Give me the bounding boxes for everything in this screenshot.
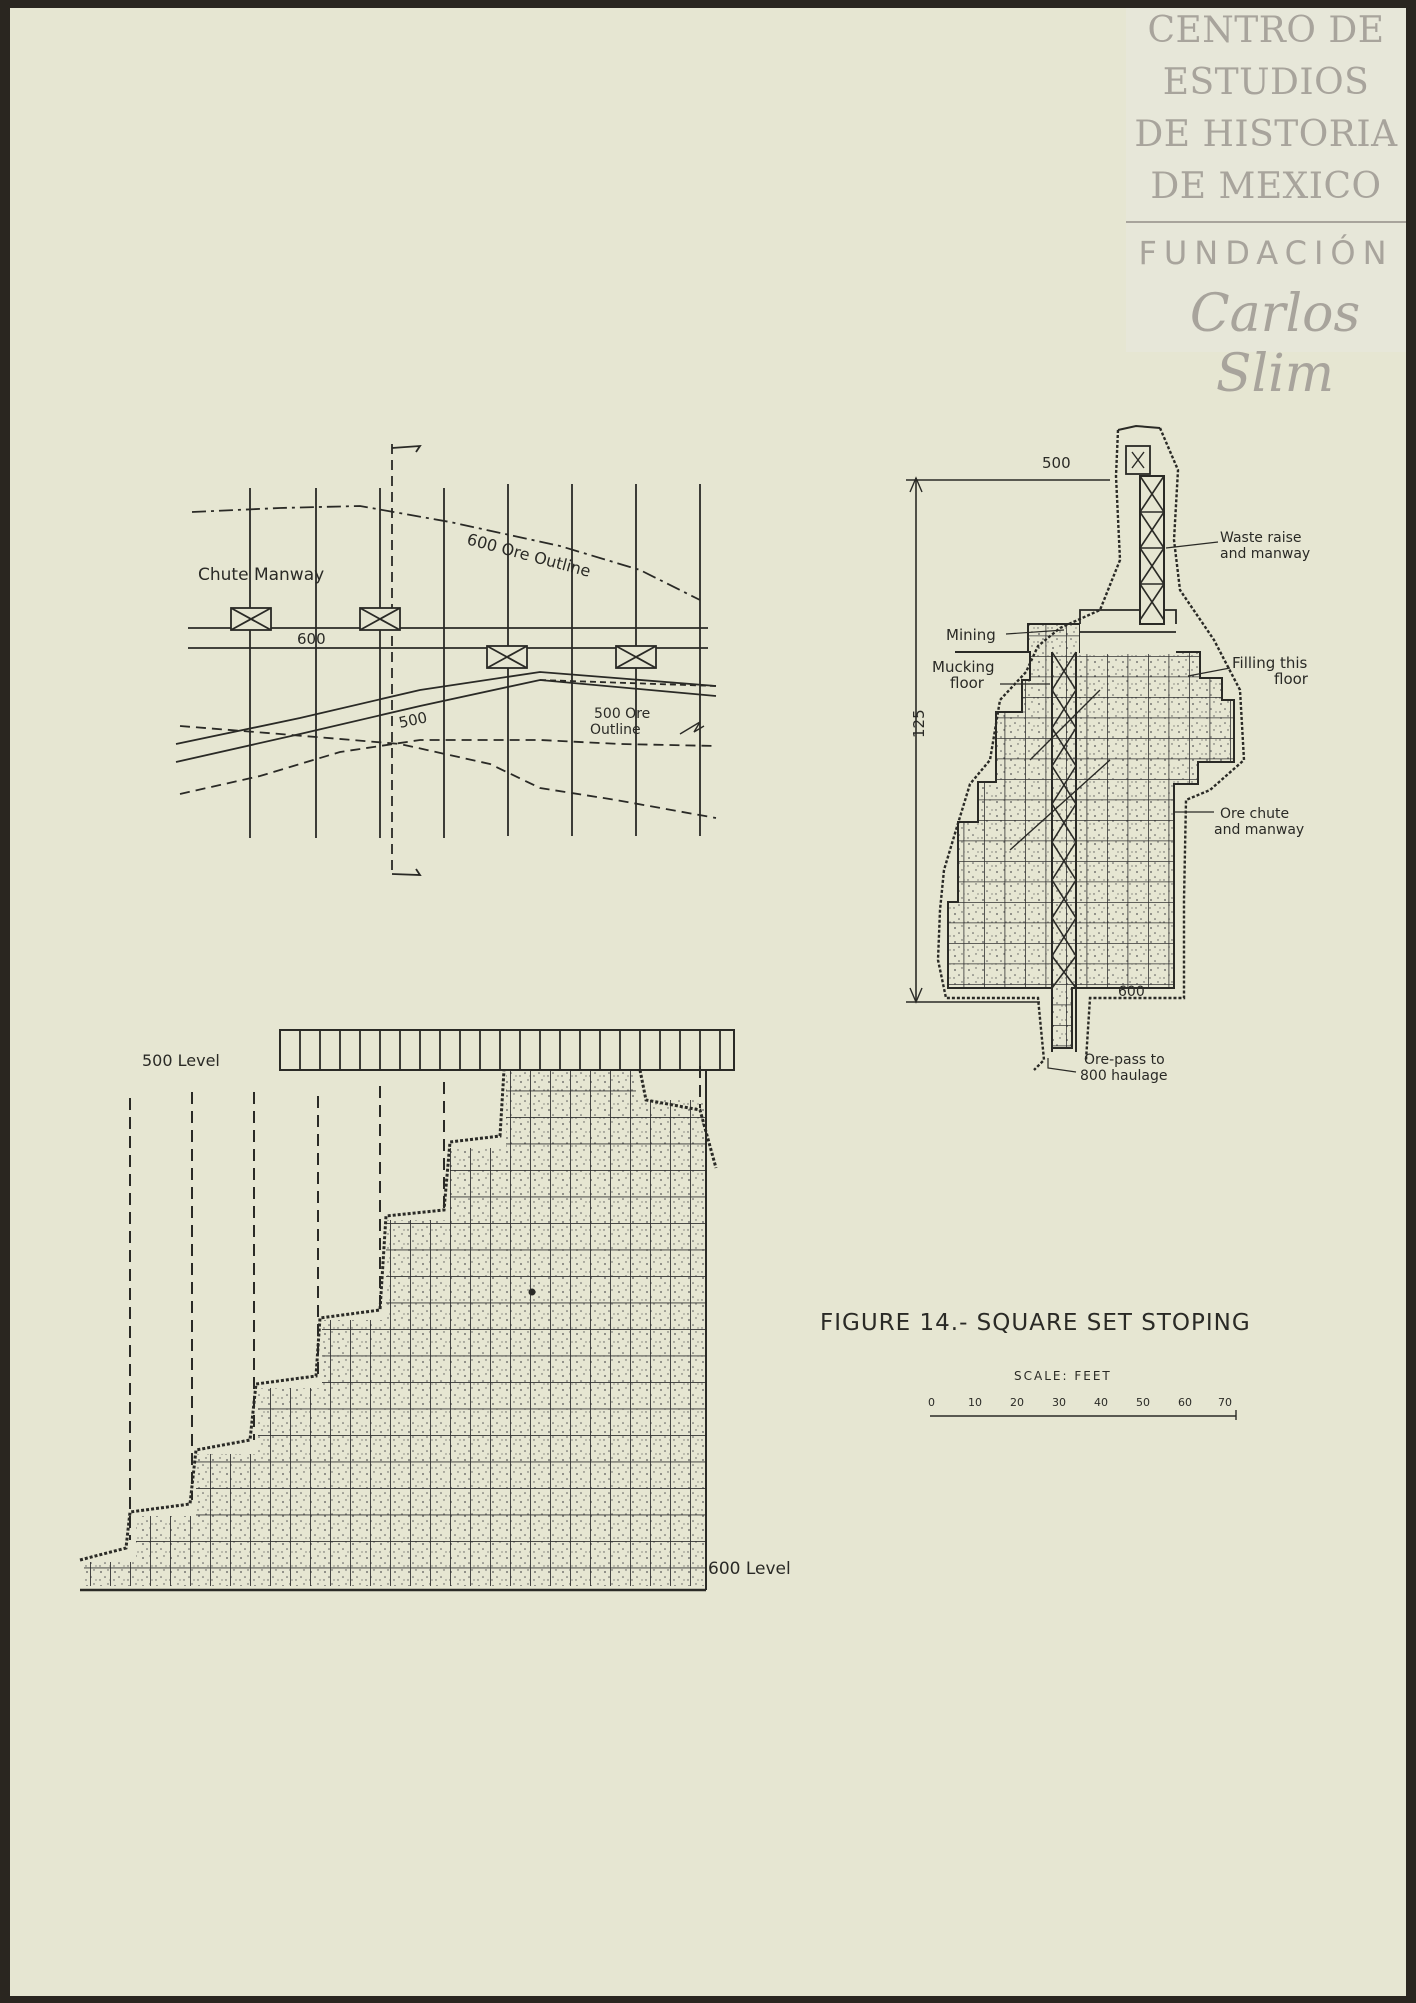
waste-raise-label-2: and manway bbox=[1220, 546, 1311, 562]
ore-pass-label-2: 800 haulage bbox=[1080, 1068, 1168, 1084]
height-dimension-label: 125 bbox=[910, 709, 928, 738]
watermark-signature: Carlos Slim bbox=[1189, 284, 1361, 404]
figure-caption: FIGURE 14.- SQUARE SET STOPING bbox=[820, 1310, 1251, 1336]
elevation-500-level-label: 500 Level bbox=[142, 1051, 220, 1070]
scale-bar bbox=[928, 1396, 1236, 1420]
elevation-view bbox=[80, 1030, 734, 1590]
ore-outline-500-label-2: Outline bbox=[590, 722, 641, 738]
scale-tick: 10 bbox=[968, 1396, 982, 1409]
section-500-label: 500 bbox=[1042, 454, 1071, 472]
ore-pass-label: Ore-pass to bbox=[1084, 1052, 1165, 1068]
plan-600-label: 600 bbox=[297, 630, 326, 648]
scale-tick: 30 bbox=[1052, 1396, 1066, 1409]
cross-section bbox=[906, 426, 1244, 1072]
ore-outline-500-label: 500 Ore bbox=[594, 706, 651, 722]
mining-label: Mining bbox=[946, 626, 996, 644]
chute-manway-box bbox=[231, 608, 271, 630]
section-600-label: 600 bbox=[1118, 984, 1145, 1000]
chute-manway-box bbox=[616, 646, 656, 668]
plan-view bbox=[176, 444, 716, 876]
watermark-line: CENTRO DE bbox=[1147, 10, 1385, 51]
mucking-floor-label: Mucking bbox=[932, 658, 995, 676]
waste-raise-label: Waste raise bbox=[1220, 530, 1302, 546]
watermark-foundation: FUNDACIÓN bbox=[1138, 234, 1394, 272]
watermark-line: DE MEXICO bbox=[1150, 166, 1382, 207]
filling-floor-label: Filling this bbox=[1232, 654, 1308, 672]
ore-outline-600-label: 600 Ore Outline bbox=[464, 529, 593, 581]
plan-500-label: 500 bbox=[397, 708, 429, 732]
scale-tick: 40 bbox=[1094, 1396, 1108, 1409]
watermark-line: DE HISTORIA bbox=[1134, 114, 1398, 155]
filling-floor-label-2: floor bbox=[1274, 670, 1308, 688]
mucking-floor-label-2: floor bbox=[950, 674, 984, 692]
chute-manway-label: Chute Manway bbox=[198, 565, 325, 585]
scale-tick: 0 bbox=[928, 1396, 935, 1409]
scale-tick: 20 bbox=[1010, 1396, 1024, 1409]
ore-chute-label: Ore chute bbox=[1220, 806, 1290, 822]
elevation-600-level-label: 600 Level bbox=[708, 1559, 791, 1579]
scale-tick: 60 bbox=[1178, 1396, 1192, 1409]
ore-chute-label-2: and manway bbox=[1214, 822, 1305, 838]
watermark-line: ESTUDIOS bbox=[1162, 62, 1370, 103]
scale-tick: 50 bbox=[1136, 1396, 1150, 1409]
scale-title: SCALE: FEET bbox=[1014, 1369, 1112, 1383]
plan-labels bbox=[198, 530, 650, 738]
chute-manway-box bbox=[487, 646, 527, 668]
scale-tick: 70 bbox=[1218, 1396, 1232, 1409]
chute-manway-box bbox=[360, 608, 400, 630]
